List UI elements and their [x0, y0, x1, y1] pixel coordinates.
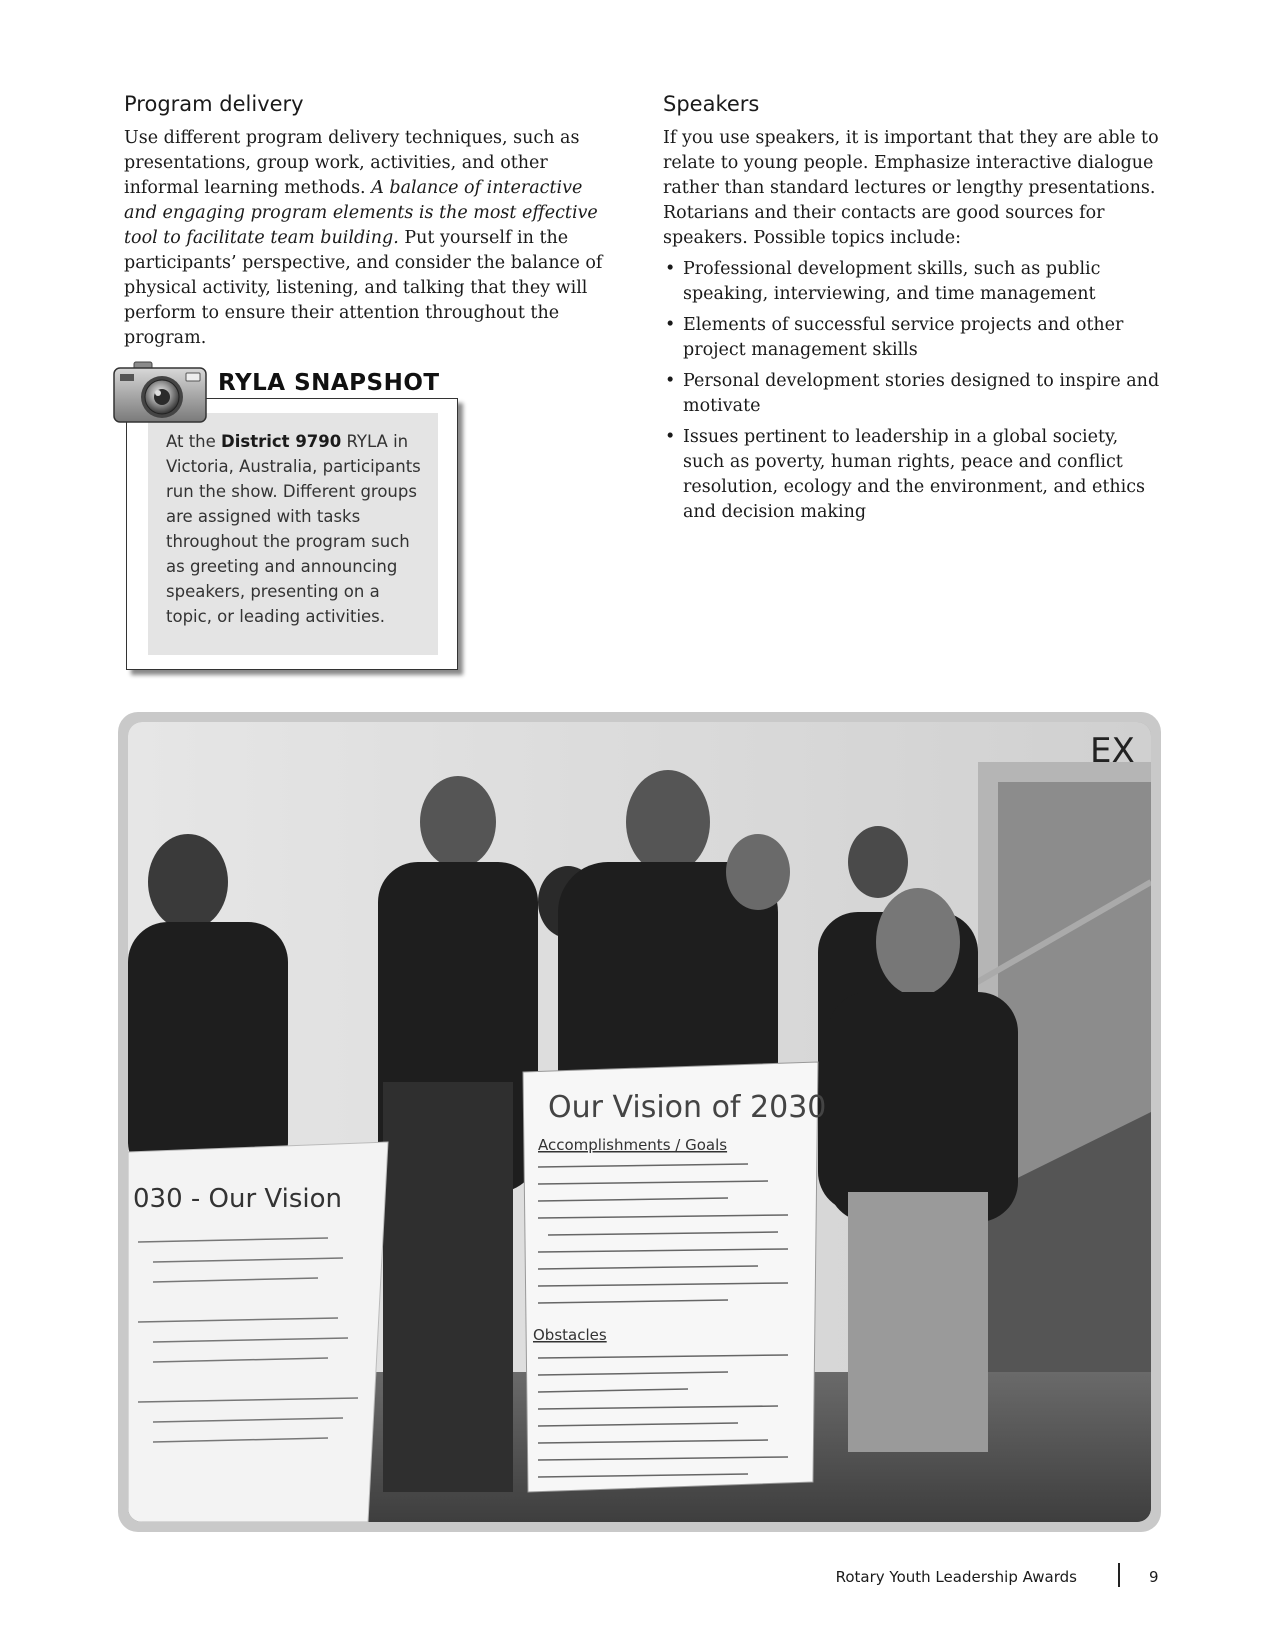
snapshot-text-1: At the — [166, 432, 222, 451]
speakers-heading: Speakers — [663, 92, 760, 116]
paragraph-emphasis: A balance of interactive and engaging program elements is the most effective tool to facilitate team building. — [124, 178, 598, 248]
program-delivery-section — [124, 92, 612, 351]
list-item: • Elements of successful service projects and other project management skills — [663, 313, 1163, 363]
list-item: • Professional development skills, such as public speaking, interviewing, and time management — [663, 257, 1163, 307]
group-photo — [118, 712, 1161, 1532]
snapshot-frame — [126, 398, 458, 670]
list-item: • Issues pertinent to leadership in a global society, such as poverty, human rights, peace and conflict resolution, ecology and the environment, and ethics and decision making — [663, 425, 1163, 525]
snapshot-district: District 9790 — [221, 432, 342, 451]
footer-title: Rotary Youth Leadership Awards — [835, 1568, 1077, 1586]
photo-illustration — [128, 722, 1151, 1522]
speaker-topics-list — [663, 257, 1163, 525]
left-poster — [128, 1142, 388, 1522]
photo-image — [128, 722, 1151, 1522]
program-delivery-paragraph — [124, 126, 612, 351]
snapshot-text-2: RYLA in Victoria, Australia, participants run the show. Different groups are assigned with tasks throughout the program such as greeting and announcing speakers, presenting on a topic, or leading activities. — [166, 432, 421, 626]
camera-icon — [112, 360, 212, 424]
left-poster-title: 030 - Our Vision — [133, 1184, 343, 1214]
program-delivery-heading: Program delivery — [124, 92, 304, 116]
page-footer — [0, 1563, 1275, 1593]
paragraph-text-2: Put yourself in the participants’ perspective, and consider the balance of physical activity, listening, and talking that they will perform to ensure their attention throughout the program. — [124, 228, 603, 348]
speakers-intro: If you use speakers, it is important that they are able to relate to young people. Emphasize interactive dialogue rather than standard lectures or lengthy presentations. Rotarians and their contacts are good sources for speakers. Possible topics include: — [663, 128, 1159, 248]
speakers-section — [663, 92, 1163, 531]
list-item: • Personal development stories designed to inspire and motivate — [663, 369, 1163, 419]
footer-divider — [1118, 1563, 1120, 1587]
obstacles-label: Obstacles — [533, 1326, 607, 1344]
snapshot-panel — [148, 413, 438, 655]
right-poster — [523, 1062, 826, 1492]
right-poster-title: Our Vision of 2030 — [548, 1090, 827, 1125]
ryla-snapshot-box — [112, 360, 462, 680]
paragraph-text-1: Use different program delivery techniques, such as presentations, group work, activities, and other informal learning methods. — [124, 128, 580, 198]
snapshot-title: RYLA SNAPSHOT — [214, 370, 444, 396]
exit-sign: EX — [1090, 731, 1135, 771]
right-poster-subtitle: Accomplishments / Goals — [538, 1136, 728, 1154]
page-number: 9 — [1149, 1568, 1159, 1586]
snapshot-text — [166, 429, 428, 629]
